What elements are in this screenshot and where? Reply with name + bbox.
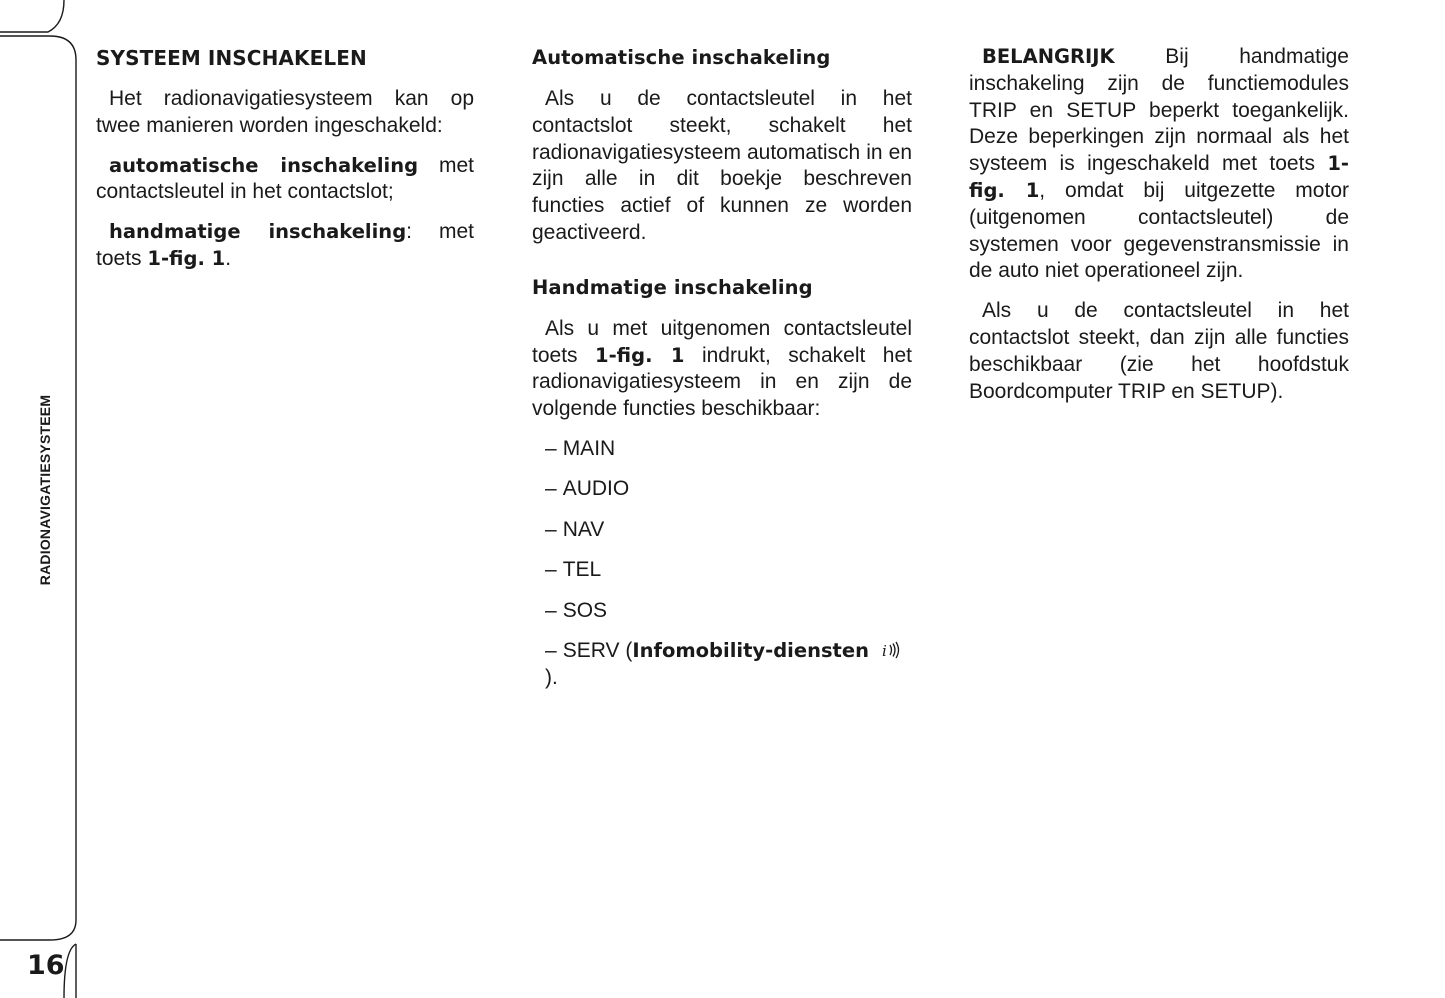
automatic-option-text: met contactsleutel in het contactslot; — [96, 153, 474, 204]
contact-key-paragraph: Als u de contactsleutel in het contactslot steekt, dan zijn alle functies beschikbaar (zie het hoofdstuk Boordcomputer TRIP en SETUP). — [969, 299, 1349, 403]
manual-text-start: Als u met uitgenomen contactsleutel toets — [532, 316, 912, 367]
intro-paragraph: Het radionavigatiesysteem kan op twee manieren worden ingeschakeld: — [96, 87, 474, 137]
list-item: – SOS — [545, 598, 608, 622]
list-item: – AUDIO — [545, 477, 630, 501]
manual-paragraph — [532, 316, 912, 423]
list-item: – NAV — [545, 517, 605, 541]
column-3 — [969, 44, 1349, 418]
infomobility-label: Infomobility-diensten — [632, 638, 869, 662]
manual-option-paragraph — [96, 219, 474, 273]
important-label: BELANGRIJK — [982, 45, 1115, 68]
svg-text:i: i — [882, 641, 887, 659]
figure-reference: 1-fig. 1 — [969, 152, 1349, 202]
function-list — [532, 436, 912, 692]
automatic-paragraph: Als u de contactsleutel in het contactslot steekt, schakelt het radionavigatiesysteem automatisch in en zijn alle in dit boekje beschreven functies actief of kunnen ze worden geactiveerd. — [532, 87, 912, 244]
section-label — [30, 394, 60, 586]
column-1 — [96, 44, 474, 286]
column-2 — [532, 44, 912, 705]
automatic-option-paragraph — [96, 153, 474, 207]
important-text-start: Bij handmatige inschakeling zijn de functiemodules TRIP en SETUP beperkt toegankelijk. Deze beperkingen zijn normaal als het systeem is ingeschakeld met toets — [969, 45, 1349, 176]
list-item: – TEL — [545, 558, 602, 582]
manual-option-label: handmatige inschakeling — [109, 220, 407, 244]
manual-option-end: . — [225, 246, 232, 270]
heading-systeem-inschakelen: SYSTEEM INSCHAKELEN — [96, 46, 367, 70]
heading-manual: Handmatige inschakeling — [532, 275, 813, 299]
list-item-serv: – SERV (Infomobility-diensten i ). — [545, 638, 912, 692]
list-item: – MAIN — [545, 436, 616, 460]
figure-reference: 1-fig. 1 — [147, 246, 226, 270]
page-number: 16 — [27, 950, 65, 981]
infomobility-icon — [881, 641, 903, 659]
important-paragraph — [969, 44, 1349, 285]
section-label-text: RADIONAVIGATIESYSTEEM — [37, 394, 53, 586]
manual-text-end: indrukt, schakelt het radionavigatiesysteem in en zijn de volgende functies beschikbaar: — [532, 343, 912, 421]
heading-automatic: Automatische inschakeling — [532, 46, 831, 69]
important-text-end: , omdat bij uitgezette motor (uitgenomen contactsleutel) de systemen voor gegevenstransmissie in de auto niet operationeel zijn. — [969, 178, 1349, 283]
manual-option-text: : met toets — [96, 220, 474, 270]
automatic-option-label: automatische inschakeling — [109, 153, 419, 177]
figure-reference: 1-fig. 1 — [595, 343, 685, 367]
